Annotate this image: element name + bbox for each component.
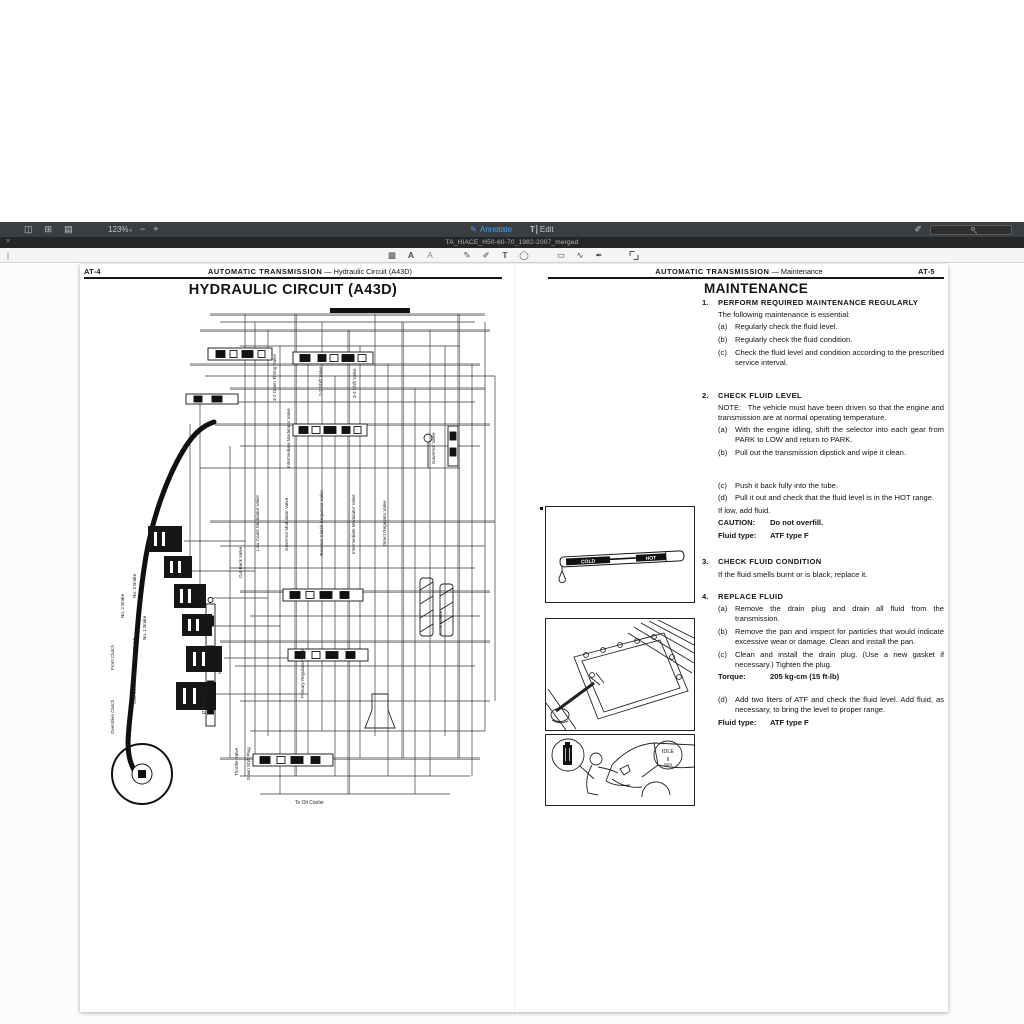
pencil-icon: ✎ <box>470 225 477 234</box>
diagram-label: 3-2 Down Timing Valve <box>272 354 277 401</box>
section-2: 2. CHECK FLUID LEVEL NOTE: The vehicle must have been driven so that the engine and transmission are at normal operating temperature. (a) With the engine idling, shift the selector into each gear from PARK to LOW and return to PARK. (b) Pull out the transmission dipstick and wipe it clean. (c) Push it back fully into the tube. (d) Pull it out and check that the fluid level is in the HOT range. If low, add fluid. CAUTION: Do not overfill. Fluid type: ATF type F <box>702 390 944 540</box>
drip-droplet <box>559 566 565 583</box>
diagram-label: 2-3 Shift Valve <box>318 366 323 396</box>
section-heading: CHECK FLUID LEVEL <box>718 390 802 400</box>
list-item: (b) Pull out the transmission dipstick and wipe it clean. <box>718 447 906 457</box>
pdf-page-spread <box>80 264 948 1012</box>
diagram-label: Direct Regulator Valve <box>382 500 387 546</box>
list-item: (c) Check the fluid level and condition according to the prescribed service interval. <box>718 347 944 367</box>
shapes-icon[interactable]: ◯ <box>519 250 529 261</box>
sketch-pencil-icon[interactable]: ✎ <box>463 250 471 261</box>
signature-icon[interactable]: ∿ <box>576 250 584 261</box>
fluid-type-line: Fluid type: ATF type F <box>718 530 809 540</box>
zoom-in-button[interactable]: + <box>153 224 159 234</box>
tab-close-icon[interactable]: × <box>6 238 11 245</box>
diagram-label: Down Shift Plug <box>246 747 251 780</box>
diagram-label: P RND2L <box>202 692 208 714</box>
diagram-label: Rear Clutch <box>132 637 137 662</box>
annotate-label: Annotate <box>479 225 513 234</box>
diagram-label: Governor Valve <box>431 432 436 464</box>
diagram-label: Reverse Clutch Sequence Valve <box>319 490 324 556</box>
page-at5 <box>514 264 948 1012</box>
document-area <box>0 264 1024 1024</box>
figure-oil-pan <box>545 618 695 731</box>
dipstick-cold-label: COLD <box>580 558 596 566</box>
section-heading: PERFORM REQUIRED MAINTENANCE REGULARLY <box>718 298 919 307</box>
list-item: (a) With the engine idling, shift the selector into each gear from PARK to LOW and return to PARK. <box>718 425 944 445</box>
selection-icon[interactable]: ▩ <box>387 250 397 261</box>
markup-toolbar <box>0 248 1024 263</box>
marker-icon[interactable]: ✐ <box>914 224 922 234</box>
list-item: (a) Regularly check the fluid level. <box>718 322 838 332</box>
person-head <box>590 753 602 765</box>
zoom-out-button[interactable]: − <box>139 224 146 234</box>
rpm-label: rpm <box>663 763 673 768</box>
diagram-label: Front Clutch <box>110 644 115 670</box>
zoom-level-dropdown[interactable] <box>108 225 132 234</box>
list-item: (a) Remove the drain plug and drain all fluid from the transmission. <box>718 603 944 624</box>
diagram-label: Cut-Back Valve <box>238 546 243 578</box>
maintenance-text-column <box>700 298 944 731</box>
diagram-label: Throttle Valve <box>234 748 239 776</box>
text-tool-icon[interactable]: T <box>502 250 508 261</box>
running-header: AUTOMATIC TRANSMISSION — Maintenance <box>655 267 823 276</box>
diagram-label: Governor Modulator Valve <box>284 497 289 551</box>
crop-icon[interactable] <box>630 251 639 260</box>
diagram-label: To Oil Cooler <box>295 800 324 806</box>
figure-add-fluid <box>545 734 695 806</box>
tab-title: TA_HIACE_H50-60-70_1982-2007_merged <box>445 239 579 246</box>
page-at4 <box>80 264 514 1012</box>
pen-icon[interactable]: ✒ <box>595 250 603 261</box>
note-line: If low, add fluid. <box>718 505 771 515</box>
diagram-label: Primary Regulator Valve <box>300 648 305 698</box>
torque-line: Torque: 205 kg-cm (15 ft-lb) <box>718 672 840 682</box>
note-icon[interactable]: ▭ <box>556 250 566 261</box>
chevron-down-icon: ▾ <box>129 228 132 234</box>
section-4: 4. REPLACE FLUID (a) Remove the drain plug and drain all fluid from the transmission. (b) Remove the pan and inspect for particles that would indicate excessive wear or damage. Clean and install the pan. (c) Clean and install the drain plug. (Use a new gasket if necessary.) Tighten the plug. Torque: 205 kg-cm (15 ft-lb) (d) Add two liters of ATF and check the fluid level. Add fluid, as necessary, to bring the level to proper range. Fluid type: ATF type F <box>702 591 944 727</box>
contact-sheet-icon[interactable]: ▤ <box>64 224 73 234</box>
list-item: (b) Regularly check the fluid condition. <box>718 335 853 345</box>
list-item: (d) Pull it out and check that the fluid level is in the HOT range. <box>718 493 935 503</box>
hydraulic-circuit-diagram <box>90 306 510 826</box>
draw-marker-icon[interactable]: ✐ <box>482 250 490 261</box>
zoom-level-value: 123% <box>108 225 129 234</box>
wrench <box>556 683 594 711</box>
app-toolbar <box>0 222 1024 237</box>
page-title: HYDRAULIC CIRCUIT (A43D) <box>188 282 398 298</box>
search-input[interactable] <box>930 225 1012 235</box>
diagram-label: Accumulator <box>438 610 443 636</box>
annotate-button[interactable] <box>470 225 512 234</box>
diagram-label: Low Coast Modulator Valve <box>255 495 260 551</box>
diagram-label: Intermediate Modulator Valve <box>286 408 291 468</box>
list-item: (d) Add two liters of ATF and check the fluid level. Add fluid, as necessary, to bring the level to proper range. <box>718 695 944 715</box>
tab-bar[interactable] <box>0 237 1024 248</box>
page-title: MAINTENANCE <box>704 281 809 296</box>
diagram-label: Manual Valve <box>217 646 222 674</box>
sidebar-icon[interactable]: ◫ <box>24 224 33 234</box>
search-box <box>930 225 1012 235</box>
list-item: (b) Remove the pan and inspect for particles that would indicate excessive wear or damage. Clean and install the pan. <box>718 626 944 646</box>
diagram-label: No. 1 Brake <box>142 615 147 640</box>
caution-line: CAUTION: Do not overfill. <box>718 518 824 528</box>
diagram-label: Overdrive Clutch <box>110 699 115 734</box>
page-number: AT-5 <box>918 267 935 276</box>
section-3: 3. CHECK FLUID CONDITION If the fluid smells burnt or is black, replace it. <box>700 557 944 581</box>
figure-dipstick <box>545 506 695 603</box>
diagram-label: Intermediate Modulator Valve <box>351 494 356 554</box>
page-number: AT-4 <box>84 267 101 276</box>
thumbnails-icon[interactable]: ⊞ <box>44 224 53 234</box>
text-cursor-icon: T <box>530 225 535 234</box>
diagram-label: No. 2 Brake <box>120 593 125 618</box>
idle-label: IDLE <box>661 749 675 755</box>
section-1: 1. PERFORM REQUIRED MAINTENANCE REGULARLY The following maintenance is essential: (a) Regularly check the fluid level. (b) Regularly check the fluid condition. (c) Check the fluid level and condition according to the prescribed service interval. <box>702 298 944 367</box>
diagram-label: 3-4 Shift Valve <box>352 368 357 398</box>
section-intro: The following maintenance is essential: <box>718 310 851 320</box>
fluid-type-line: Fluid type: ATF type F <box>718 717 809 727</box>
running-header: AUTOMATIC TRANSMISSION — Hydraulic Circuit (A43D) <box>208 267 412 276</box>
pane-handle[interactable] <box>7 252 9 260</box>
section-heading: CHECK FLUID CONDITION <box>718 557 822 567</box>
dipstick-hot-label: HOT <box>645 555 657 562</box>
text-style-icon[interactable]: A <box>407 250 415 261</box>
diagram-label: Overdrive Brake <box>132 670 137 704</box>
list-item: (c) Push it back fully into the tube. <box>718 480 838 490</box>
note-paragraph: NOTE: The vehicle must have been driven so that the engine and transmission are at normal operating temperature. <box>718 402 944 422</box>
edit-button[interactable] <box>530 225 554 234</box>
text-style-alt-icon[interactable]: A <box>427 250 433 261</box>
list-item: (c) Clean and install the drain plug. (Use a new gasket if necessary.) Tighten the plug. <box>718 649 944 669</box>
edit-label: Edit <box>539 225 554 234</box>
wheel-arch <box>642 782 670 797</box>
section-heading: REPLACE FLUID <box>718 591 784 601</box>
diagram-label: No. 3 Brake <box>132 573 137 598</box>
